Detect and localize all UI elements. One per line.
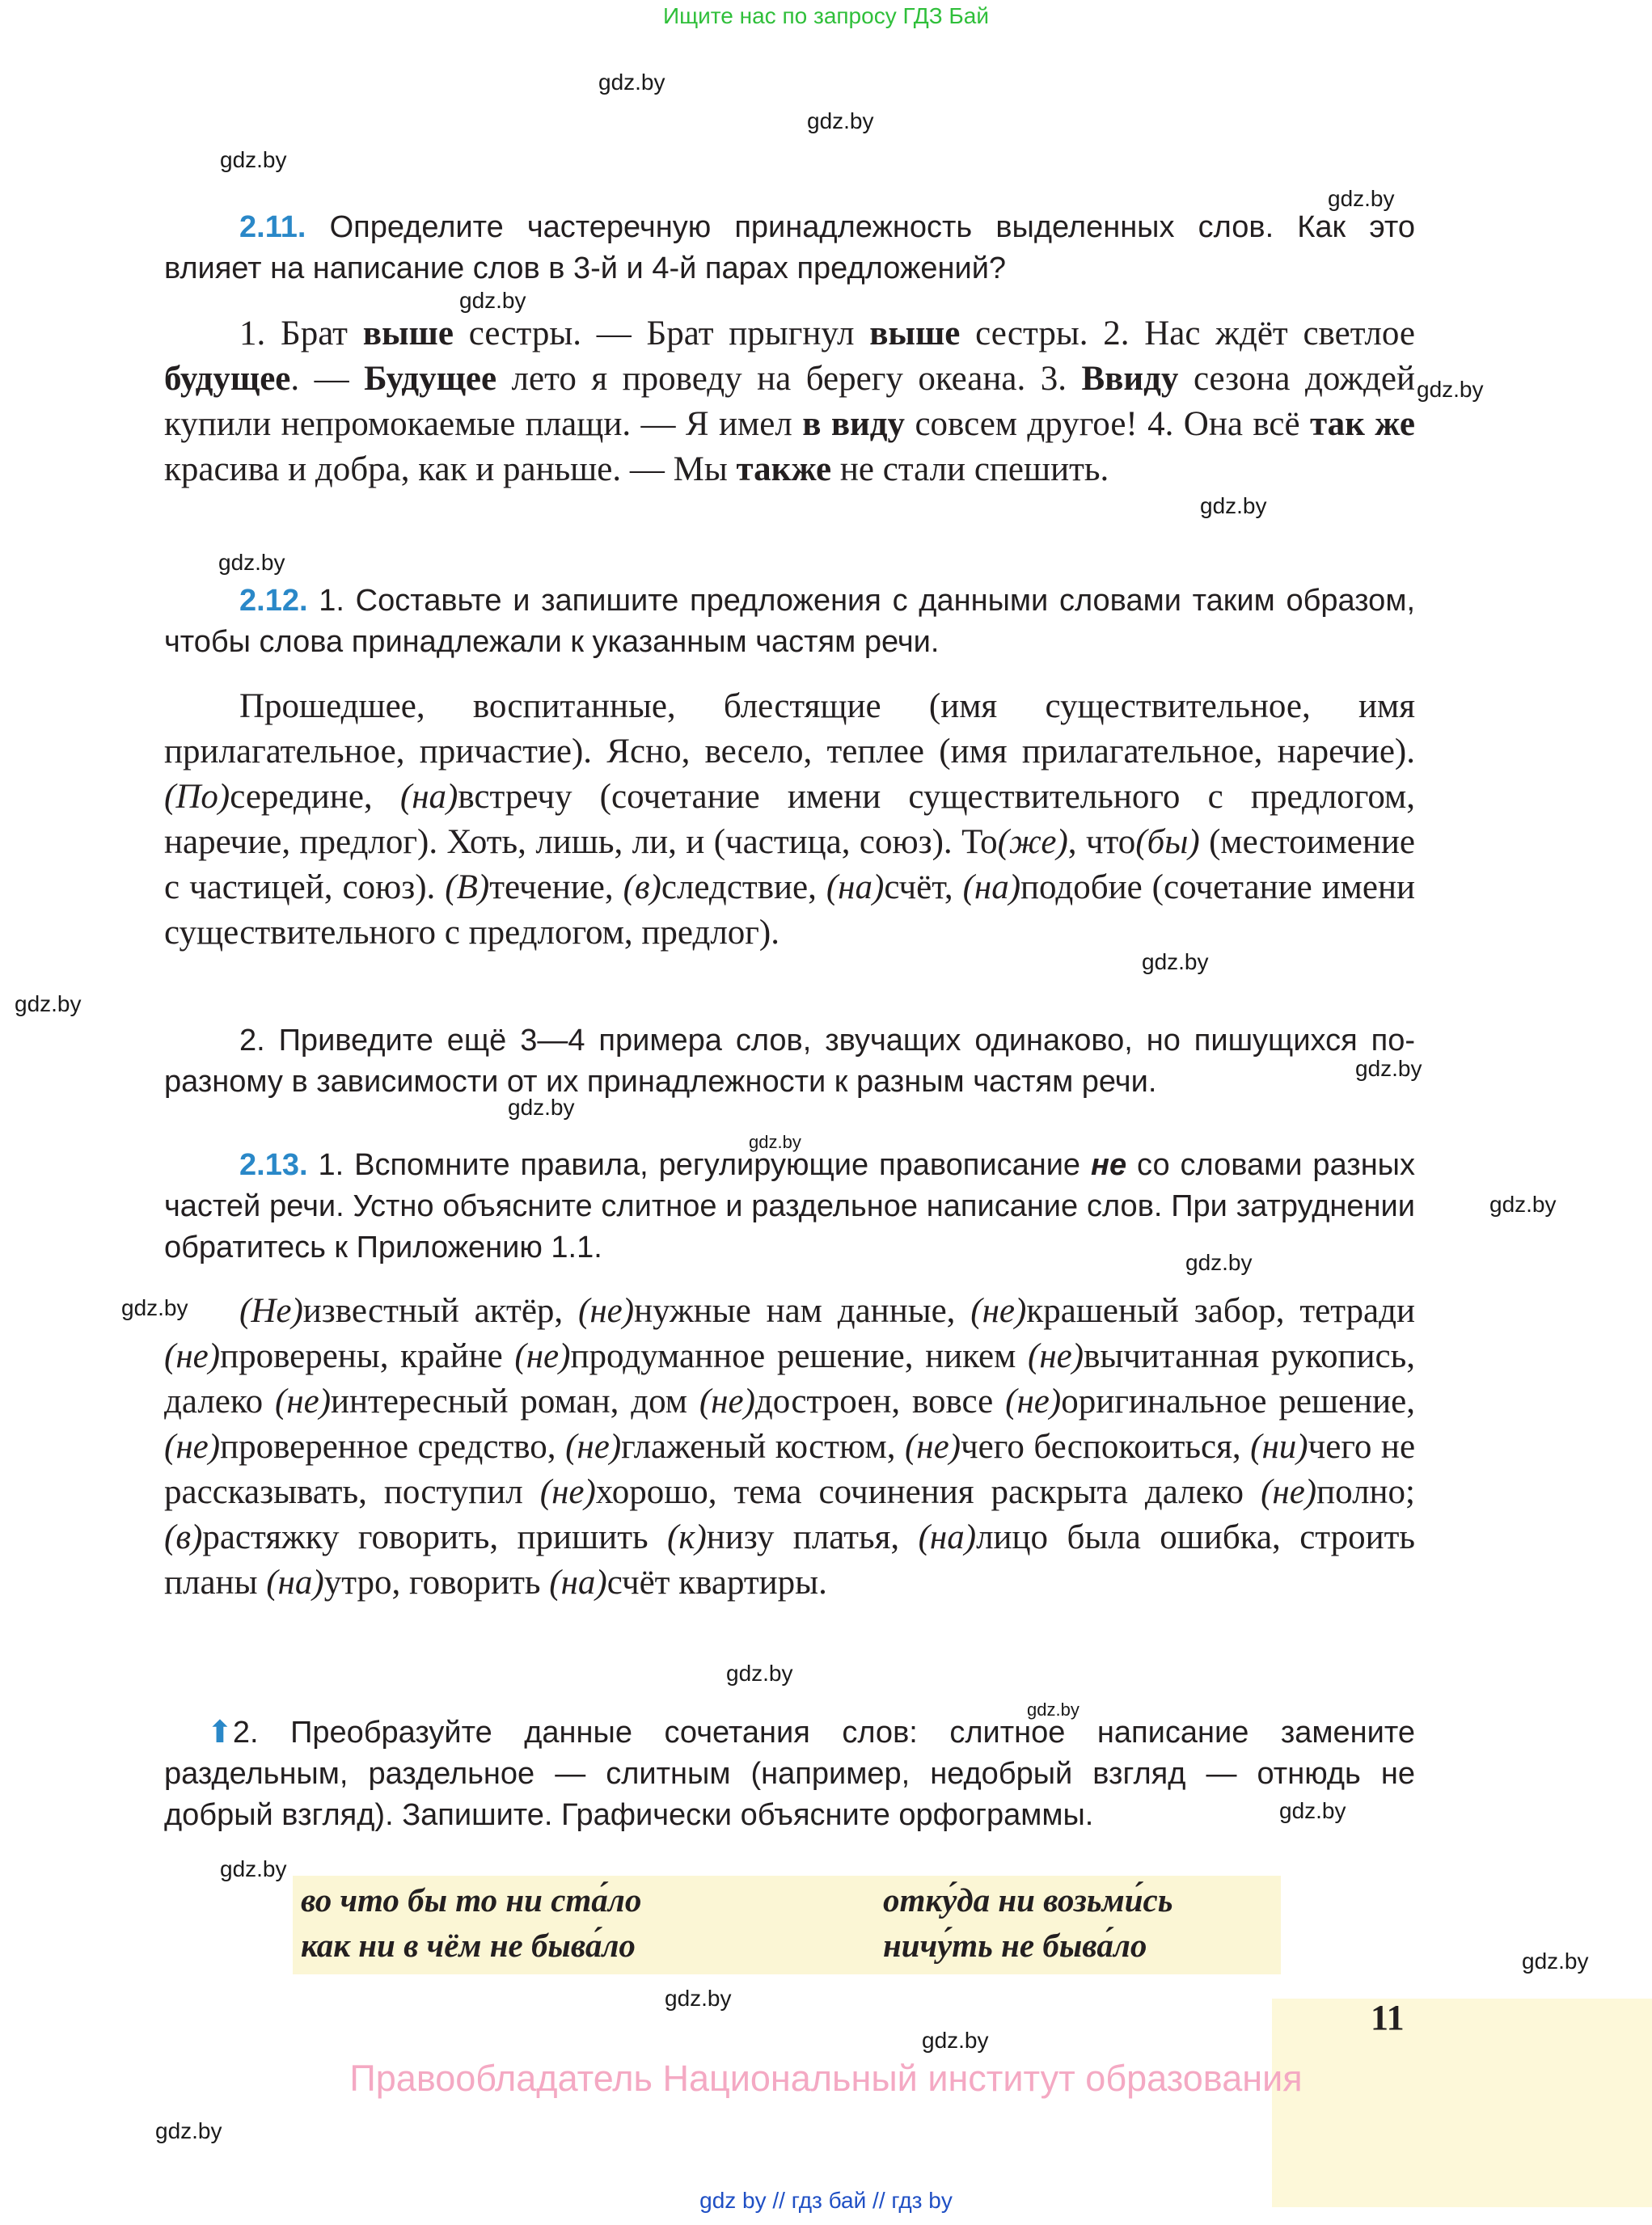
watermark: gdz.by [1200, 493, 1267, 518]
prefix-particle: (не) [1005, 1383, 1062, 1421]
watermark: gdz.by [1279, 1798, 1346, 1823]
prefix-particle: (не) [565, 1428, 622, 1466]
highlighted-word: Ввиду [1081, 360, 1179, 398]
word-text: хорошо, тема сочинения раскрыта далеко [595, 1473, 1261, 1511]
highlighted-word: будущее [164, 360, 291, 398]
word-text: нужные нам данные, [634, 1292, 971, 1330]
word-text: счёт квартиры. [606, 1564, 827, 1602]
exercise-number: 2.11. [239, 210, 306, 244]
watermark: gdz.by [726, 1661, 793, 1686]
prefix-particle: (не) [699, 1383, 755, 1421]
copyright-footer: Правообладатель Национальный институт образования [349, 2058, 1303, 2099]
exercise-2-12-task-2: 2. Приведите ещё 3—4 примера слов, звучащих одинаково, но пишущихся по-разному в зависимости от их принадлежности к разным частям речи. [164, 1024, 1415, 1099]
word-text: оригинальное решение, [1061, 1383, 1416, 1421]
watermark: gdz.by [1185, 1250, 1253, 1275]
watermark: gdz.by [155, 2118, 222, 2143]
prefix-particle: (на) [266, 1564, 324, 1602]
prefix-particle: (не) [539, 1473, 596, 1511]
word-combinations-box [293, 1876, 1281, 1974]
exercise-2-12-words: Прошедшее, воспитанные, блестящие (имя существительное, имя прилагательное, причастие). Ясно, весело, теплее (имя прилагательное, наречие). (По)середине, (на)встречу (сочетание имени существительного с предлогом, наречие, предлог). Хоть, лишь, ли, и (частица, союз). То(же), что(бы) (местоимение с частицей, союз). (В)течение, (в)следствие, (на)счёт, (на)подобие (сочетание имени существительного с предлогом, предлог). [164, 687, 1416, 952]
page-number: 11 [1371, 1998, 1405, 2037]
search-hint-banner: Ищите нас по запросу ГДЗ Бай [662, 3, 990, 28]
exercise-number: 2.12. [239, 584, 308, 618]
word-text: вычитанная рукопись, далеко [164, 1337, 1415, 1421]
bottom-links[interactable]: gdz by // гдз бай // гдз by [699, 2188, 953, 2213]
prefix-particle: (на) [549, 1564, 607, 1602]
watermark: gdz.by [220, 147, 287, 172]
prefix-particle: (не) [274, 1383, 332, 1421]
word-combination: ничу́ть не быва́ло [883, 1927, 1147, 1964]
prefix-particle: (в) [164, 1518, 203, 1556]
exercise-2-13-task-2: ⬆2. Преобразуйте данные сочетания слов: слитное написание замените раздельным, раздельное — слитным (например, недобрый взгляд — отнюдь не добрый взгляд). Запишите. Графически объясните орфограммы. [164, 1716, 1415, 1832]
word-text: крашеный забор, тетради [1026, 1292, 1415, 1330]
exercise-2-13-task: 2.13. 1. Вспомните правила, регулирующие правописание не со словами разных частей речи. Устно объясните слитное и раздельное написание слов. При затруднении обратитесь к Приложению 1.1. [164, 1148, 1415, 1264]
prefix-particle: (не) [514, 1337, 571, 1375]
prefix-particle: (не) [1028, 1337, 1084, 1375]
prefix-particle: (к) [667, 1518, 707, 1556]
word-combination: как ни в чём не быва́ло [301, 1927, 636, 1964]
watermark: gdz.by [1489, 1192, 1557, 1217]
word-text: глаженый костюм, [621, 1428, 905, 1466]
highlighted-word: выше [362, 315, 454, 353]
highlighted-word: Будущее [364, 360, 497, 398]
highlighted-word: выше [869, 315, 961, 353]
watermark: gdz.by [807, 108, 874, 133]
watermark: gdz.by [665, 1986, 732, 2011]
watermark: gdz.by [459, 288, 526, 313]
word-text: растяжку говорить, пришить [202, 1518, 668, 1556]
word-text: известный актёр, [302, 1292, 579, 1330]
watermark: gdz.by [1142, 949, 1209, 974]
word-text: проверены, крайне [220, 1337, 515, 1375]
word-text: лицо была ошибка, строить планы [164, 1518, 1416, 1602]
exercise-2-11-sentences: 1. Брат выше сестры. — Брат прыгнул выше сестры. 2. Нас ждёт светлое будущее. — Будущее лето я проведу на берегу океана. 3. Ввиду сезона дождей купили непромокаемые плащи. — Я имел в виду совсем другое! 4. Она всё так же красива и добра, как и раньше. — Мы также не стали спешить. [164, 315, 1416, 488]
exercise-number: 2.13. [239, 1148, 308, 1182]
watermark: gdz.by [15, 991, 82, 1016]
watermark: gdz.by [1328, 186, 1395, 211]
prefix-particle: (ни) [1250, 1428, 1308, 1466]
watermark: gdz.by [1417, 377, 1484, 402]
prefix-particle: (не) [164, 1428, 221, 1466]
word-text: утро, говорить [323, 1564, 550, 1602]
watermark: gdz.by [1027, 1699, 1080, 1720]
watermark: gdz.by [749, 1132, 801, 1152]
highlighted-word: в виду [802, 405, 906, 443]
watermark: gdz.by [598, 70, 665, 95]
word-text: интересный роман, дом [331, 1383, 699, 1421]
exercise-2-12-task [164, 581, 1415, 663]
watermark: gdz.by [121, 1295, 188, 1320]
word-text: полно; [1316, 1473, 1415, 1511]
highlighted-word: также [736, 450, 832, 488]
word-text: чего не рассказывать, поступил [164, 1428, 1416, 1511]
word-text: чего беспокоиться, [961, 1428, 1251, 1466]
prefix-particle: (не) [1261, 1473, 1317, 1511]
word-text: продуманное решение, никем [570, 1337, 1029, 1375]
task-text: Определите частеречную принадлежность выделенных слов. Как это влияет на написание слов в 3-й и 4-й парах предложений? [164, 210, 1415, 285]
watermark: gdz.by [220, 1856, 287, 1881]
word-text: низу платья, [706, 1518, 919, 1556]
prefix-particle: (Не) [239, 1292, 303, 1330]
word-combination: во что бы то ни ста́ло [301, 1881, 642, 1919]
exercise-2-11-task [164, 207, 1415, 289]
watermark: gdz.by [508, 1095, 575, 1120]
exercise-2-13-words [164, 1289, 1415, 1606]
prefix-particle: (не) [578, 1292, 635, 1330]
word-text: достроен, вовсе [754, 1383, 1006, 1421]
prefix-particle: (не) [164, 1337, 221, 1375]
up-arrow-icon: ⬆ [207, 1716, 233, 1750]
watermark: gdz.by [1355, 1056, 1422, 1081]
word-text: проверенное средство, [220, 1428, 566, 1466]
prefix-particle: (не) [970, 1292, 1027, 1330]
page-corner [1272, 1999, 1652, 2207]
prefix-particle: (не) [904, 1428, 961, 1466]
highlighted-word: так же [1309, 405, 1415, 443]
task-text: 1. Составьте и запишите предложения с данными словами таким образом, чтобы слова принадлежали к указанным частям речи. [164, 584, 1415, 659]
watermark: gdz.by [922, 2028, 989, 2053]
prefix-particle: (на) [918, 1518, 977, 1556]
watermark: gdz.by [1522, 1948, 1589, 1974]
word-combination: отку́да ни возьми́сь [883, 1881, 1173, 1919]
watermark: gdz.by [218, 550, 285, 575]
